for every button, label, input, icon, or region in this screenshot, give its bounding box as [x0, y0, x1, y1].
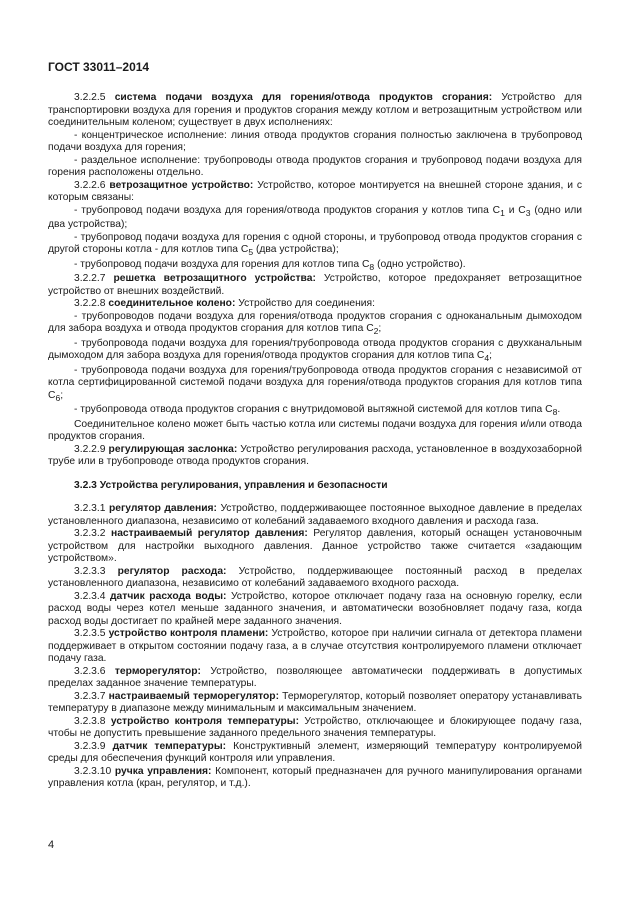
- list-item: - трубопровод подачи воздуха для горения для котлов типа $С_8$ (одно устройство).: [74, 258, 466, 272]
- clause-3-2-2-8: 3.2.2.8 соединительное колено: Устройство для соединения:: [74, 298, 375, 310]
- document-header: ГОСТ 33011–2014: [48, 60, 150, 74]
- list-item: - трубопровода подачи воздуха для горения/трубопровода отвода продуктов сгорания с независимой от котла сертифицированной системой подачи воздуха для горения/отвода продуктов сгорания для котлов типа $С_6$;: [48, 364, 582, 403]
- clause-3-2-2-5: 3.2.2.5 система подачи воздуха для горения/отвода продуктов сгорания: Устройство для транспортировки воздуха для горения и продуктов сгорания между котлом и ветрозащитным устройством или соединительным коленом; существует в двух исполнениях:: [48, 92, 583, 128]
- clause-3-2-3-10: 3.2.3.10 ручка управления: Компонент, который предназначен для ручного манипулирования органами управления котла (кран, регулятор, и т.д.).: [48, 765, 582, 790]
- clause-3-2-3-8: 3.2.3.8 устройство контроля температуры: Устройство, отключающее и блокирующее подачу газа, чтобы не допустить превышение заданного предельного значения температуры.: [48, 715, 582, 740]
- document-body: [48, 92, 582, 791]
- list-item: - трубопровода отвода продуктов сгорания с внутридомовой вытяжной системой для котлов типа $С_8$.: [74, 404, 561, 418]
- clause-3-2-3-7: 3.2.3.7 настраиваемый терморегулятор: Терморегулятор, который позволяет оператору устанавливать температуру в диапазоне между минимальным и максимальным значением.: [48, 690, 582, 715]
- clause-3-2-3-9: 3.2.3.9 датчик температуры: Конструктивный элемент, измеряющий температуру контролируемой среды для обеспечения функций контроля или управления.: [48, 740, 582, 765]
- section-heading: 3.2.3 Устройства регулирования, управления и безопасности: [74, 479, 388, 491]
- list-item: - трубопроводов подачи воздуха для горения/отвода продуктов сгорания с одноканальным дымоходом для забора воздуха и отвода продуктов сгорания для котлов типа $С_2$;: [48, 310, 582, 337]
- list-item: - концентрическое исполнение: линия отвода продуктов сгорания полностью заключена в трубопровод подачи воздуха для горения;: [48, 129, 582, 153]
- clause-3-2-3-1: 3.2.3.1 регулятор давления: Устройство, поддерживающее постоянное выходное давление в пределах установленного диапазона, независимо от колебаний задаваемого входного давления и расхода газа.: [48, 503, 582, 527]
- clause-3-2-3-6: 3.2.3.6 терморегулятор: Устройство, позволяющее автоматически поддерживать в допустимых пределах заданное значение температуры.: [48, 665, 582, 690]
- clause-3-2-3-4: 3.2.3.4 датчик расхода воды: Устройство, которое отключает подачу газа на основную горелку, если расход воды через котел меньше заданного значения, и автоматически возобновляет подачу газа, когда расход воды достигает по крайней мере заданного значения.: [48, 590, 582, 627]
- paragraph: Соединительное колено может быть частью котла или системы подачи воздуха для горения и/или отвода продуктов сгорания.: [48, 418, 582, 443]
- list-item: - трубопровод подачи воздуха для горения/отвода продуктов сгорания у котлов типа $С_1$ и $С_3$ (одно или два устройства);: [48, 204, 582, 231]
- clause-3-2-3-2: 3.2.3.2 настраиваемый регулятор давления: Регулятор давления, который оснащен установочным устройством для настройки выходного давления. Данное устройство также считается «задающим устройством».: [48, 528, 582, 565]
- page-number: 4: [48, 839, 55, 851]
- clause-3-2-3-3: 3.2.3.3 регулятор расхода: Устройство, поддерживающее постоянный расход в пределах установленного диапазона, независимо от колебаний задаваемого входного расхода.: [48, 565, 583, 590]
- clause-3-2-3-5: 3.2.3.5 устройство контроля пламени: Устройство, которое при наличии сигнала от детектора пламени поддерживает в открытом состоянии подачу газа, а в случае отсутствия контролируемого пламени отключает подачу газа.: [48, 628, 582, 665]
- clause-3-2-2-6: 3.2.2.6 ветрозащитное устройство: Устройство, которое монтируется на внешней стороне здания, и с которым связаны:: [48, 179, 582, 203]
- clause-3-2-2-7: 3.2.2.7 решетка ветрозащитного устройства: Устройство, которое предохраняет ветрозащитное устройство от внешних воздействий.: [48, 273, 582, 297]
- list-item: - раздельное исполнение: трубопроводы отвода продуктов сгорания и трубопровод подачи воздуха для горения расположены отдельно.: [48, 154, 582, 178]
- list-item: - трубопровод подачи воздуха для горения с одной стороны, и трубопровод отвода продуктов сгорания с другой стороны котла - для котлов типа $С_5$ (два устройства);: [48, 231, 582, 258]
- list-item: - трубопровода подачи воздуха для горения/трубопровода отвода продуктов сгорания с двухканальным дымоходом для забора воздуха для горения/отвода продуктов сгорания для котлов типа $С_4$;: [48, 337, 582, 364]
- clause-3-2-2-9: 3.2.2.9 регулирующая заслонка: Устройство регулирования расхода, установленное в воздухозаборной трубе или в трубопроводе отвода продуктов сгорания.: [48, 443, 582, 468]
